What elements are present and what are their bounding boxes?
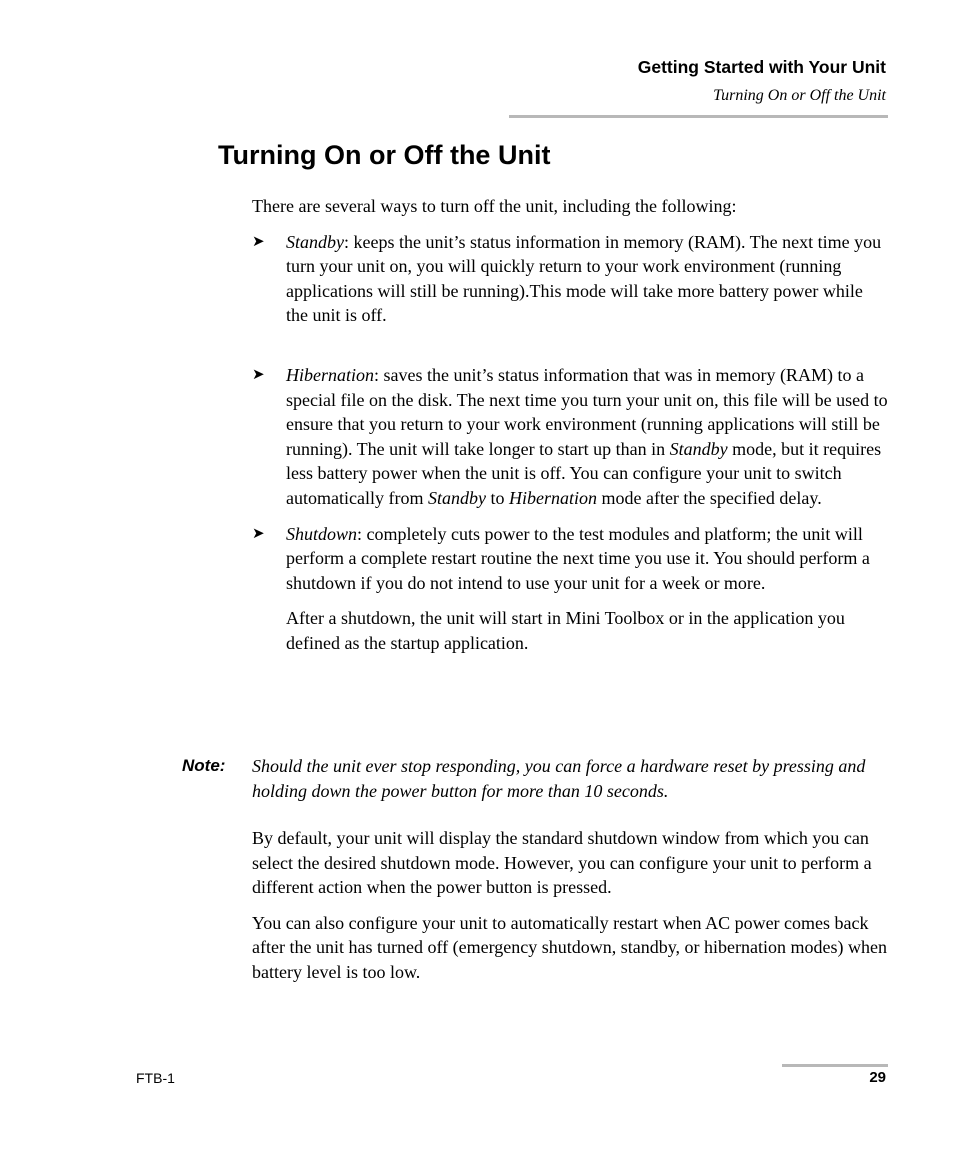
page-title: Turning On or Off the Unit — [218, 140, 551, 170]
arrowhead-right-icon: ➤ — [252, 525, 265, 542]
body-paragraphs — [252, 826, 888, 996]
note-block — [182, 754, 888, 803]
bullet-text: Hibernation: saves the unit’s status information that was in memory (RAM) to a special file on the disk. The next time you turn your unit on, this file will be used to ensure that you return to your work environment (running applications will still be running). The unit will take longer to start up than in Standby mode, but it requires less battery power when the unit is off. You can configure your unit to switch automatically from Standby to Hibernation mode after the specified delay. — [286, 364, 888, 508]
page-number: 29 — [869, 1069, 886, 1086]
body-paragraph: You can also configure your unit to automatically restart when AC power comes back after the unit has turned off (emergency shutdown, standby, or hibernation modes) when battery level is too low. — [252, 912, 888, 982]
bullet-term: Standby — [286, 231, 344, 252]
list-item-standby — [252, 230, 888, 328]
bullet-text: Shutdown: completely cuts power to the test modules and platform; the unit will perform a complete restart routine the next time you use it. You should perform a shutdown if you do not intend to use your unit for a week or more. — [286, 523, 870, 593]
note-text: Should the unit ever stop responding, you can force a hardware reset by pressing and holding down the power button for more than 10 seconds. — [252, 756, 866, 801]
header-divider — [509, 115, 888, 118]
footer-divider — [782, 1064, 888, 1067]
note-label: Note: — [182, 756, 226, 775]
intro-paragraph: There are several ways to turn off the unit, including the following: — [252, 196, 737, 216]
running-header-chapter: Getting Started with Your Unit — [637, 57, 886, 77]
bullet-text: Standby: keeps the unit’s status information in memory (RAM). The next time you turn your unit on, you will quickly return to your work environment (running applications will still be running).This mode will take more battery power while the unit is off. — [286, 231, 882, 326]
shutdown-followup: After a shutdown, the unit will start in Mini Toolbox or in the application you defined as the startup application. — [286, 608, 845, 653]
footer-product: FTB-1 — [136, 1070, 175, 1086]
bullet-term: Shutdown — [286, 523, 358, 544]
arrowhead-right-icon: ➤ — [252, 233, 265, 250]
list-item-shutdown — [252, 522, 888, 596]
body-paragraph: By default, your unit will display the standard shutdown window from which you can select the desired shutdown mode. However, you can configure your unit to perform a different action when the power button is pressed. — [252, 828, 872, 898]
bullet-term: Hibernation — [286, 364, 374, 385]
main-content — [252, 194, 888, 656]
running-header-section: Turning On or Off the Unit — [713, 87, 886, 104]
arrowhead-right-icon: ➤ — [252, 366, 265, 383]
list-item-hibernation — [252, 363, 888, 511]
